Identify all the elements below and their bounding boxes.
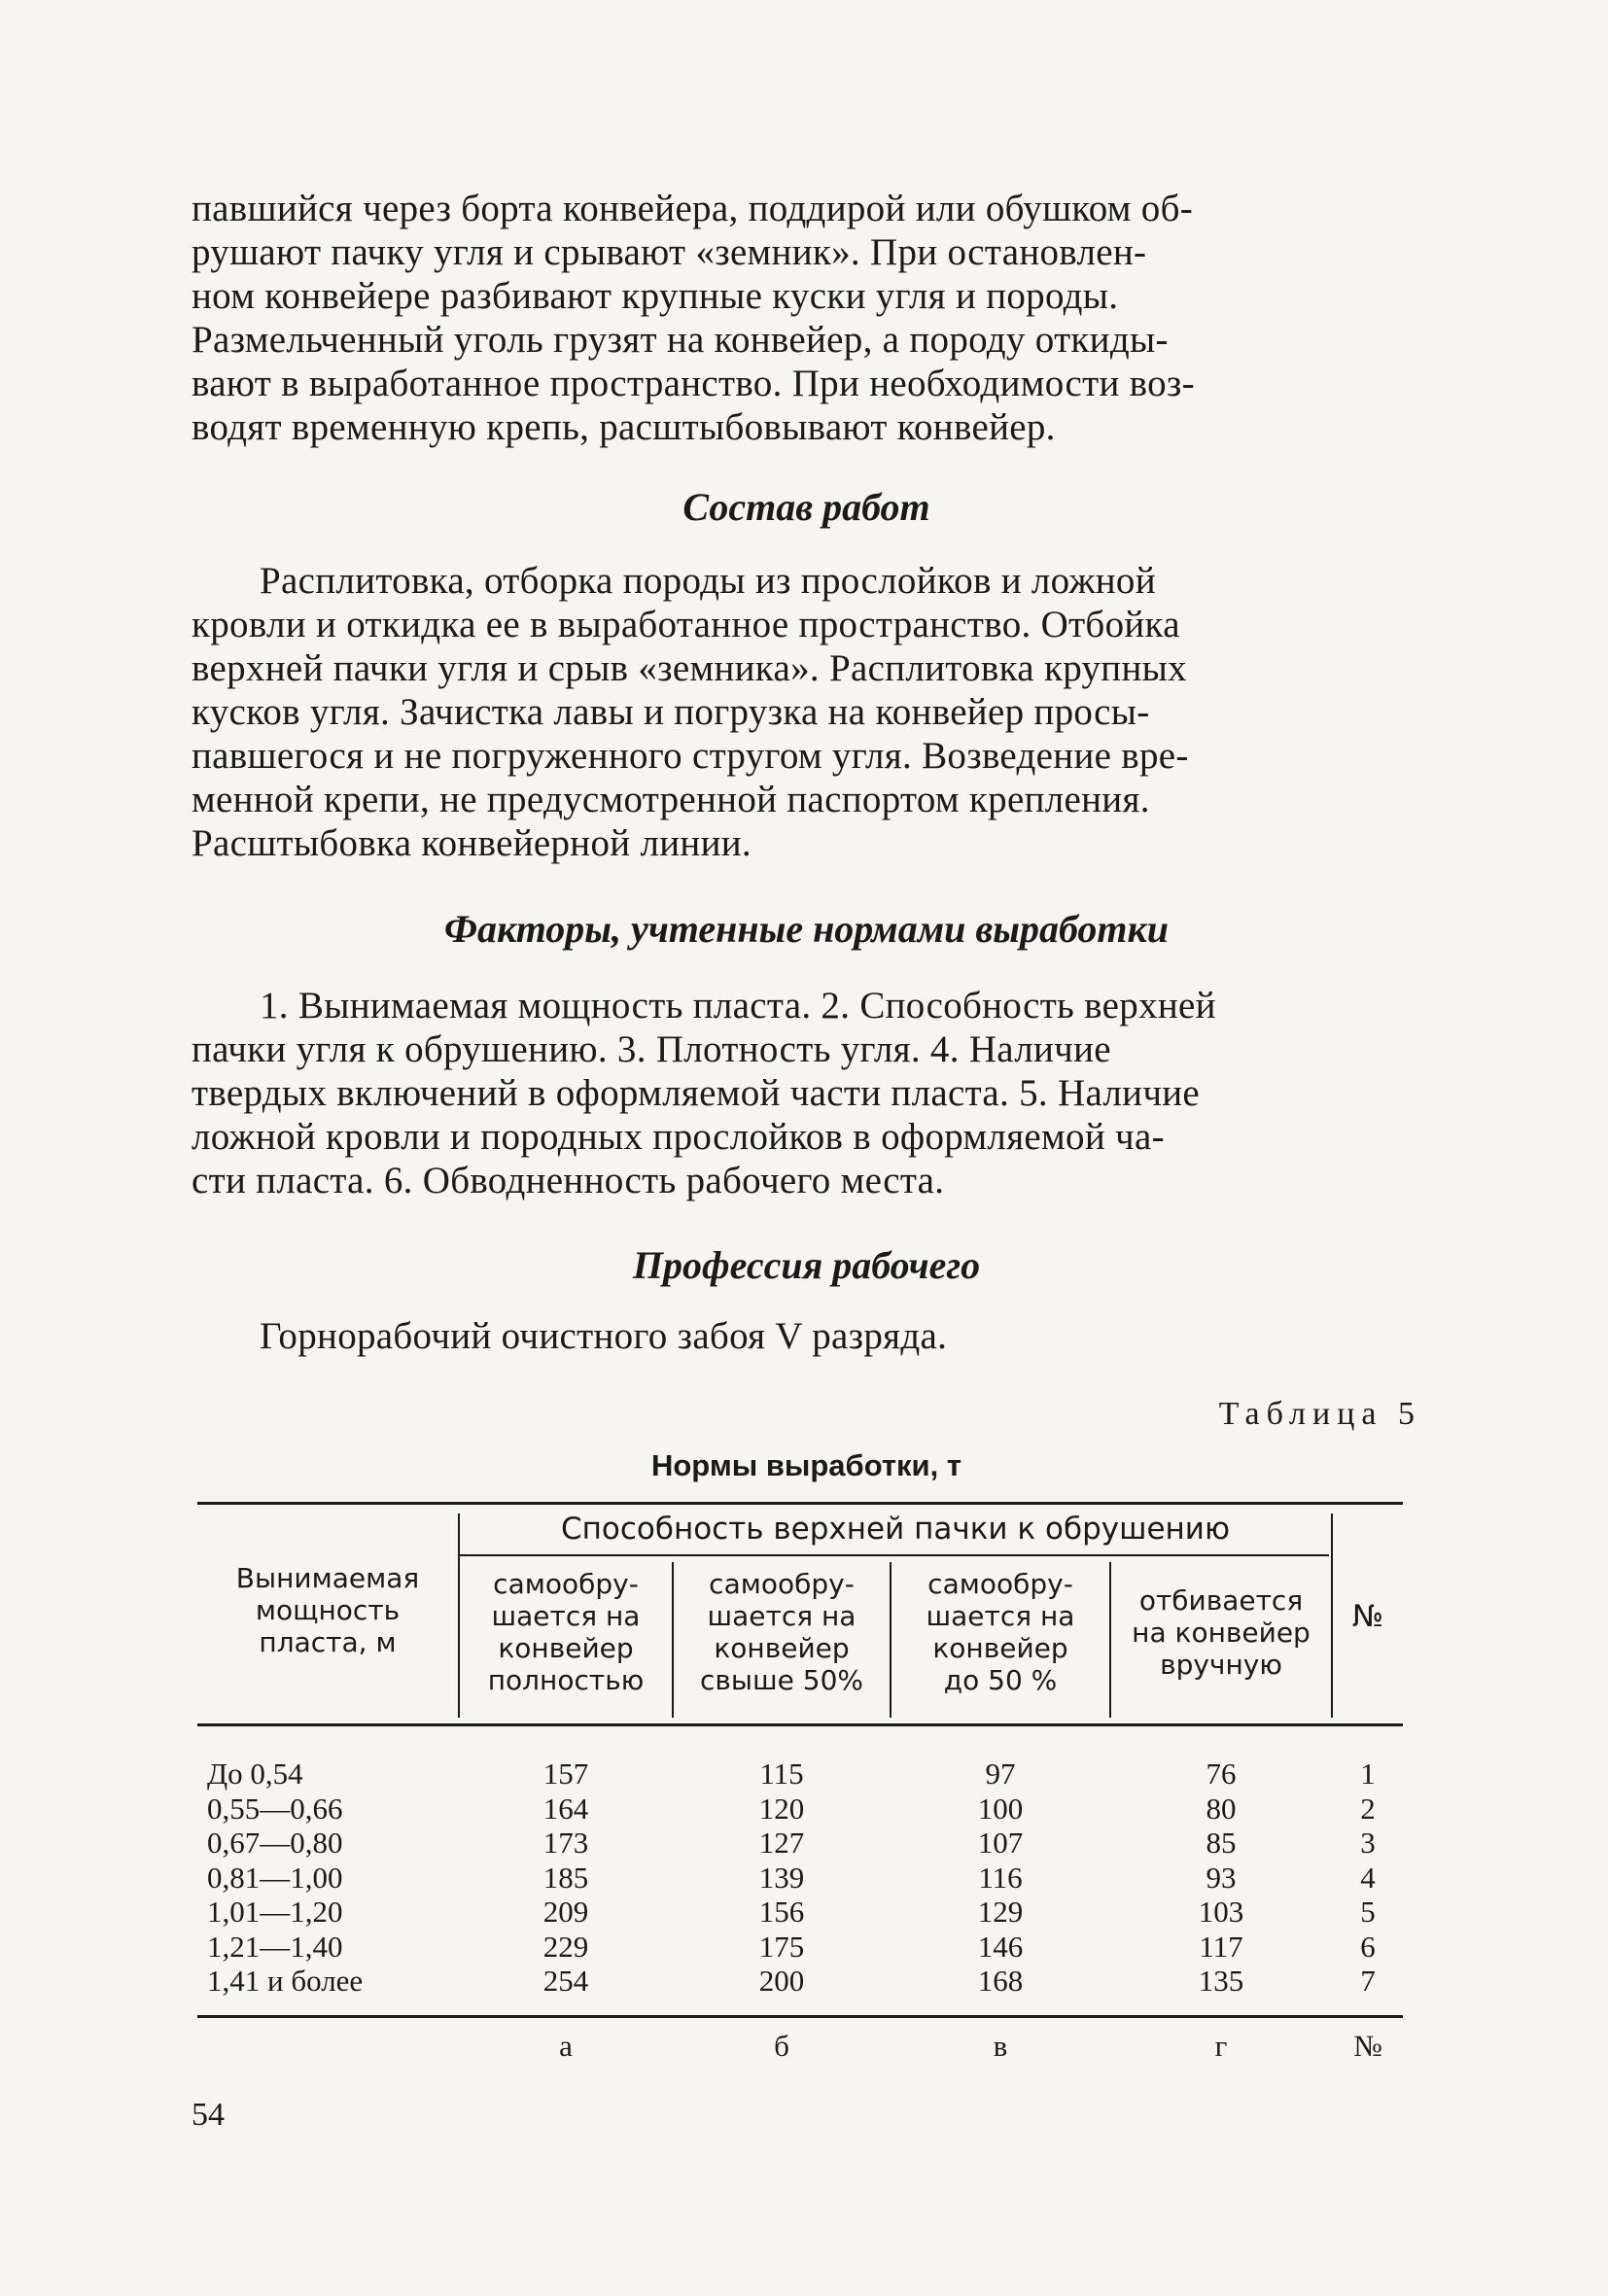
- header-line: мощность: [255, 1594, 401, 1626]
- table-cell-b: 175: [758, 1929, 805, 1964]
- table-cell-d: 93: [1206, 1860, 1237, 1895]
- table-cell-n: 2: [1360, 1791, 1376, 1826]
- header-line: пласта, м: [259, 1626, 397, 1658]
- text-line: ном конвейере разбивают крупные куски угля и породы.: [192, 275, 1119, 317]
- header-line: конвейер: [932, 1632, 1068, 1664]
- table-cell-b: 156: [758, 1895, 805, 1929]
- table-cell-b: 200: [758, 1964, 805, 1998]
- column-a: [460, 1757, 672, 1999]
- paragraph-composition: [192, 559, 1421, 865]
- header-col-d: [1111, 1584, 1331, 1681]
- text-line: 1. Вынимаемая мощность пласта. 2. Способность верхней: [260, 985, 1216, 1026]
- table-cell-d: 117: [1199, 1929, 1243, 1964]
- header-line: шается на: [491, 1600, 641, 1632]
- header-line: самообру-: [493, 1568, 639, 1600]
- header-line: на конвейер: [1132, 1617, 1311, 1649]
- paragraph-work-description: [192, 187, 1421, 449]
- table-cell-b: 115: [759, 1757, 804, 1791]
- header-line: вручную: [1160, 1649, 1282, 1681]
- header-line: Вынимаемая: [235, 1562, 420, 1594]
- table-cell-c: 168: [977, 1964, 1024, 1998]
- table-cell-d: 80: [1206, 1791, 1237, 1826]
- table-cell-thickness: 0,67—0,80: [207, 1826, 343, 1860]
- table-cell-thickness: До 0,54: [207, 1757, 303, 1791]
- table-cell-n: 1: [1360, 1757, 1376, 1791]
- column-d: [1111, 1757, 1331, 1999]
- text-line: рушают пачку угля и срывают «земник». При остановлен-: [192, 231, 1147, 273]
- table-cell-n: 6: [1360, 1929, 1376, 1964]
- text-line: павшийся через борта конвейера, поддирой или обушком об-: [192, 188, 1194, 229]
- table-cell-a: 185: [542, 1860, 589, 1895]
- table-cell-thickness: 0,81—1,00: [207, 1860, 343, 1895]
- table-top-rule: [197, 1502, 1403, 1505]
- footer-c: в: [993, 2029, 1008, 2063]
- table-cell-a: 254: [542, 1964, 589, 1998]
- table-cell-c: 116: [978, 1860, 1023, 1895]
- text-line: Размельченный уголь грузят на конвейер, а породу откиды-: [192, 319, 1169, 361]
- header-line: шается на: [707, 1600, 856, 1632]
- table-cell-thickness: 1,21—1,40: [207, 1929, 343, 1964]
- footer-d: г: [1214, 2029, 1228, 2063]
- text-line: ложной кровли и породных прослойков в оформляемой ча-: [192, 1116, 1165, 1158]
- column-b: [674, 1757, 890, 1999]
- paragraph-profession: Горнорабочий очистного забоя V разряда.: [260, 1315, 948, 1357]
- footer-b: б: [774, 2029, 789, 2063]
- table-bottom-rule: [197, 2015, 1403, 2018]
- table-cell-a: 157: [542, 1757, 589, 1791]
- table-cell-n: 3: [1360, 1826, 1376, 1860]
- header-col-a: [460, 1568, 672, 1696]
- page-number: 54: [192, 2097, 225, 2133]
- footer-number: №: [1353, 2029, 1382, 2063]
- text-line: менной крепи, не предусмотренной паспортом крепления.: [192, 779, 1150, 820]
- header-line: свыше 50%: [700, 1664, 863, 1696]
- header-thickness: [197, 1562, 458, 1658]
- text-line: верхней пачки угля и срыв «земника». Расплитовка крупных: [192, 647, 1187, 689]
- table-cell-thickness: 1,01—1,20: [207, 1895, 343, 1929]
- column-thickness: [207, 1757, 458, 1999]
- table-cell-a: 173: [542, 1826, 589, 1860]
- table-cell-a: 164: [542, 1791, 589, 1826]
- text-line: пачки угля к обрушению. 3. Плотность угля. 4. Наличие: [192, 1028, 1111, 1070]
- heading-profession: Профессия рабочего: [632, 1243, 981, 1287]
- table-cell-a: 229: [542, 1929, 589, 1964]
- text-line: Расштыбовка конвейерной линии.: [192, 822, 752, 864]
- header-line: полностью: [487, 1664, 645, 1696]
- header-line: отбивается: [1138, 1584, 1304, 1617]
- header-line: конвейер: [498, 1632, 634, 1664]
- text-line: вают в выработанное пространство. При необходимости воз-: [192, 363, 1195, 404]
- table-cell-n: 5: [1360, 1895, 1376, 1929]
- table-cell-thickness: 1,41 и более: [207, 1964, 364, 1998]
- header-number: №: [1351, 1599, 1384, 1634]
- table-title: Нормы выработки, т: [650, 1448, 962, 1482]
- table-cell-c: 129: [977, 1895, 1024, 1929]
- table-cell-d: 76: [1206, 1757, 1237, 1791]
- text-line: кусков угля. Зачистка лавы и погрузка на конвейер просы-: [192, 691, 1150, 733]
- text-line: Расплитовка, отборка породы из прослойков и ложной: [260, 560, 1156, 602]
- table-cell-d: 135: [1198, 1964, 1244, 1998]
- table-cell-d: 103: [1198, 1895, 1244, 1929]
- table-cell-n: 4: [1360, 1860, 1376, 1895]
- table-cell-b: 127: [758, 1826, 805, 1860]
- footer-a: а: [559, 2029, 573, 2063]
- table-cell-b: 120: [758, 1791, 805, 1826]
- header-line: до 50 %: [943, 1664, 1058, 1696]
- table-cell-c: 107: [977, 1826, 1024, 1860]
- table-cell-d: 85: [1206, 1826, 1237, 1860]
- group-header-rule: [458, 1554, 1329, 1556]
- table-cell-thickness: 0,55—0,66: [207, 1791, 343, 1826]
- table-cell-n: 7: [1360, 1964, 1376, 1998]
- column-number: [1333, 1757, 1403, 1999]
- text-line: твердых включений в оформляемой части пласта. 5. Наличие: [192, 1072, 1201, 1114]
- header-line: шается на: [926, 1600, 1075, 1632]
- text-line: кровли и откидка ее в выработанное пространство. Отбойка: [192, 604, 1180, 645]
- heading-factors: Факторы, учтенные нормами выработки: [443, 907, 1170, 951]
- header-line: конвейер: [714, 1632, 850, 1664]
- table-cell-c: 146: [977, 1929, 1024, 1964]
- norms-table: [197, 1502, 1403, 2075]
- header-bottom-rule: [197, 1723, 1403, 1726]
- heading-composition: Состав работ: [682, 485, 930, 529]
- header-col-c: [891, 1568, 1109, 1696]
- table-cell-b: 139: [758, 1860, 805, 1895]
- text-line: павшегося и не погруженного стругом угля. Возведение вре-: [192, 735, 1189, 777]
- paragraph-factors: [192, 984, 1421, 1202]
- header-line: самообру-: [927, 1568, 1073, 1600]
- table-cell-c: 97: [985, 1757, 1016, 1791]
- text-line: сти пласта. 6. Обводненность рабочего места.: [192, 1160, 945, 1201]
- header-line: самообру-: [709, 1568, 855, 1600]
- header-group-caving-ability: Способность верхней пачки к обрушению: [560, 1512, 1231, 1547]
- text-line: водят временную крепь, расштыбовывают конвейер.: [192, 406, 1056, 448]
- table-cell-c: 100: [977, 1791, 1024, 1826]
- header-col-b: [674, 1568, 890, 1696]
- column-c: [891, 1757, 1109, 1999]
- table-cell-a: 209: [542, 1895, 589, 1929]
- table-label: Таблица 5: [1218, 1396, 1421, 1432]
